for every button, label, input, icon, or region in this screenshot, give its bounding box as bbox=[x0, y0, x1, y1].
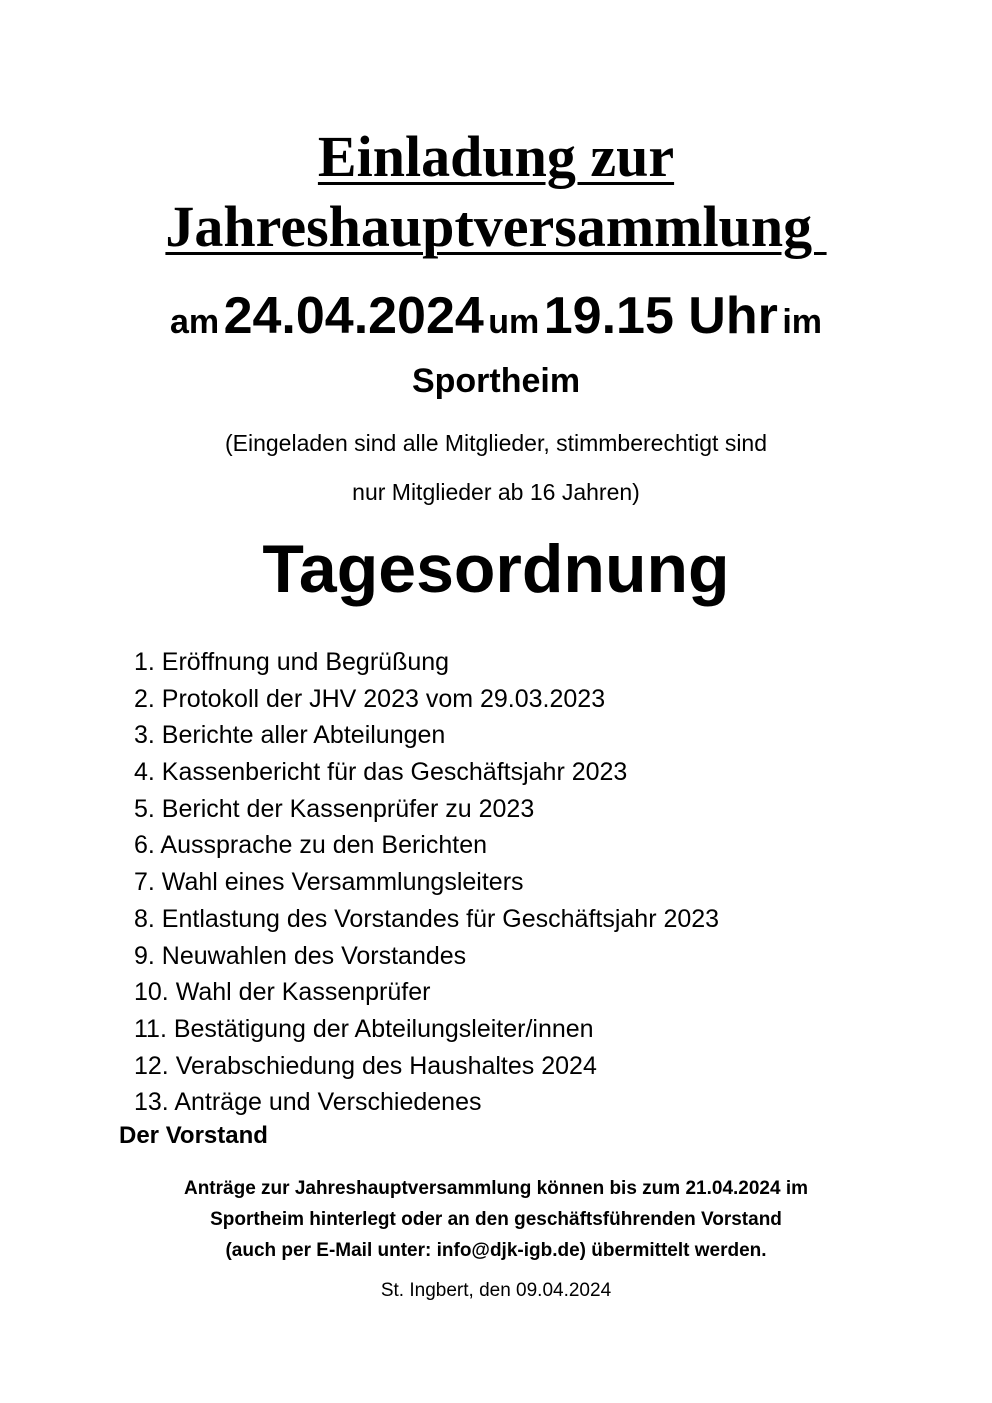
date-mid: um bbox=[488, 303, 540, 341]
venue: Sportheim bbox=[411, 362, 581, 400]
invitation-note-line-2: nur Mitglieder ab 16 Jahren) bbox=[352, 479, 640, 505]
footer-note-line-2: Sportheim hinterlegt oder an den geschäftsführenden Vorstand bbox=[210, 1209, 782, 1230]
agenda-heading: Tagesordnung bbox=[262, 531, 730, 607]
agenda-item: 11. Bestätigung der Abteilungsleiter/innen bbox=[134, 1014, 594, 1043]
meeting-time: 19.15 Uhr bbox=[543, 287, 778, 345]
agenda-item: 2. Protokoll der JHV 2023 vom 29.03.2023 bbox=[134, 684, 606, 713]
date-suffix: im bbox=[782, 303, 823, 341]
footer-note-line-1: Anträge zur Jahreshauptversammlung können bis zum 21.04.2024 im bbox=[183, 1178, 809, 1199]
agenda-item: 13. Anträge und Verschiedenes bbox=[134, 1088, 482, 1117]
meeting-date: 24.04.2024 bbox=[223, 287, 484, 345]
date-prefix: am bbox=[169, 303, 220, 341]
agenda-item: 12. Verabschiedung des Haushaltes 2024 bbox=[134, 1051, 597, 1080]
title-line-2: Jahreshauptversammlung bbox=[165, 194, 827, 259]
invitation-note-line-1: (Eingeladen sind alle Mitglieder, stimmberechtigt sind bbox=[224, 430, 768, 456]
signature: Der Vorstand bbox=[119, 1122, 268, 1149]
agenda-item: 5. Bericht der Kassenprüfer zu 2023 bbox=[134, 794, 535, 823]
agenda-item: 4. Kassenbericht für das Geschäftsjahr 2023 bbox=[134, 758, 628, 787]
agenda-item: 7. Wahl eines Versammlungsleiters bbox=[134, 868, 524, 897]
agenda-item: 9. Neuwahlen des Vorstandes bbox=[134, 941, 467, 970]
place-date: St. Ingbert, den 09.04.2024 bbox=[380, 1280, 612, 1301]
footer-note bbox=[0, 1173, 992, 1266]
footer-note-line-3: (auch per E-Mail unter: info@djk-igb.de) übermittelt werden. bbox=[225, 1240, 767, 1261]
agenda-item: 10. Wahl der Kassenprüfer bbox=[134, 978, 431, 1007]
date-line bbox=[0, 286, 992, 346]
title-line-1: Einladung zur bbox=[317, 124, 675, 189]
agenda-item: 1. Eröffnung und Begrüßung bbox=[134, 648, 450, 676]
agenda-list bbox=[134, 644, 719, 1121]
agenda-item: 3. Berichte aller Abteilungen bbox=[134, 721, 446, 750]
agenda-item: 8. Entlastung des Vorstandes für Geschäftsjahr 2023 bbox=[134, 904, 720, 933]
agenda-item: 6. Aussprache zu den Berichten bbox=[134, 831, 488, 860]
